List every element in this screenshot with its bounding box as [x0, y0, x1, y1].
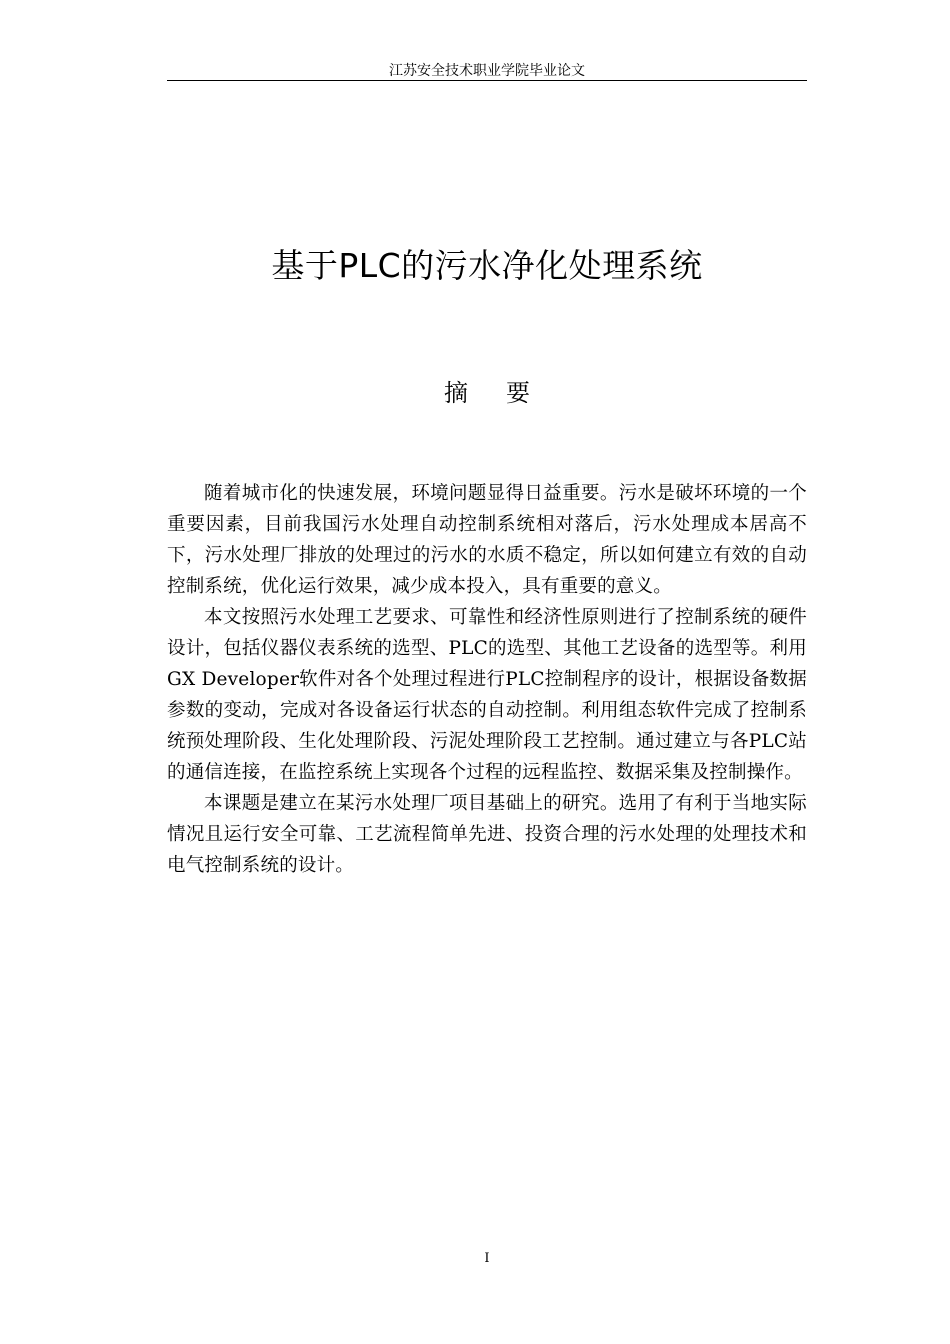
abstract-body	[167, 478, 807, 881]
document-title: 基于PLC的污水净化处理系统	[271, 246, 703, 286]
abstract-paragraph: 本课题是建立在某污水处理厂项目基础上的研究。选用了有利于当地实际情况且运行安全可靠、工艺流程简单先进、投资合理的污水处理的处理技术和电气控制系统的设计。	[167, 793, 807, 876]
running-header: 江苏安全技术职业学院毕业论文	[389, 63, 585, 79]
abstract-paragraph: 随着城市化的快速发展，环境问题显得日益重要。污水是破坏环境的一个重要因素，目前我国污水处理自动控制系统相对落后，污水处理成本居高不下，污水处理厂排放的处理过的污水的水质不稳定，所以如何建立有效的自动控制系统，优化运行效果，减少成本投入，具有重要的意义。	[167, 483, 807, 597]
abstract-paragraph: 本文按照污水处理工艺要求、可靠性和经济性原则进行了控制系统的硬件设计，包括仪器仪表系统的选型、PLC的选型、其他工艺设备的选型等。利用GX Developer软件对各个处理过程进行PLC控制程序的设计，根据设备数据参数的变动，完成对各设备运行状态的自动控制。利用组态软件完成了控制系统预处理阶段、生化处理阶段、污泥处理阶段工艺控制。通过建立与各PLC站的通信连接，在监控系统上实现各个过程的远程监控、数据采集及控制操作。	[167, 607, 807, 783]
header-rule	[167, 80, 807, 81]
abstract-heading: 摘要	[444, 379, 568, 407]
page-number: I	[484, 1251, 490, 1266]
